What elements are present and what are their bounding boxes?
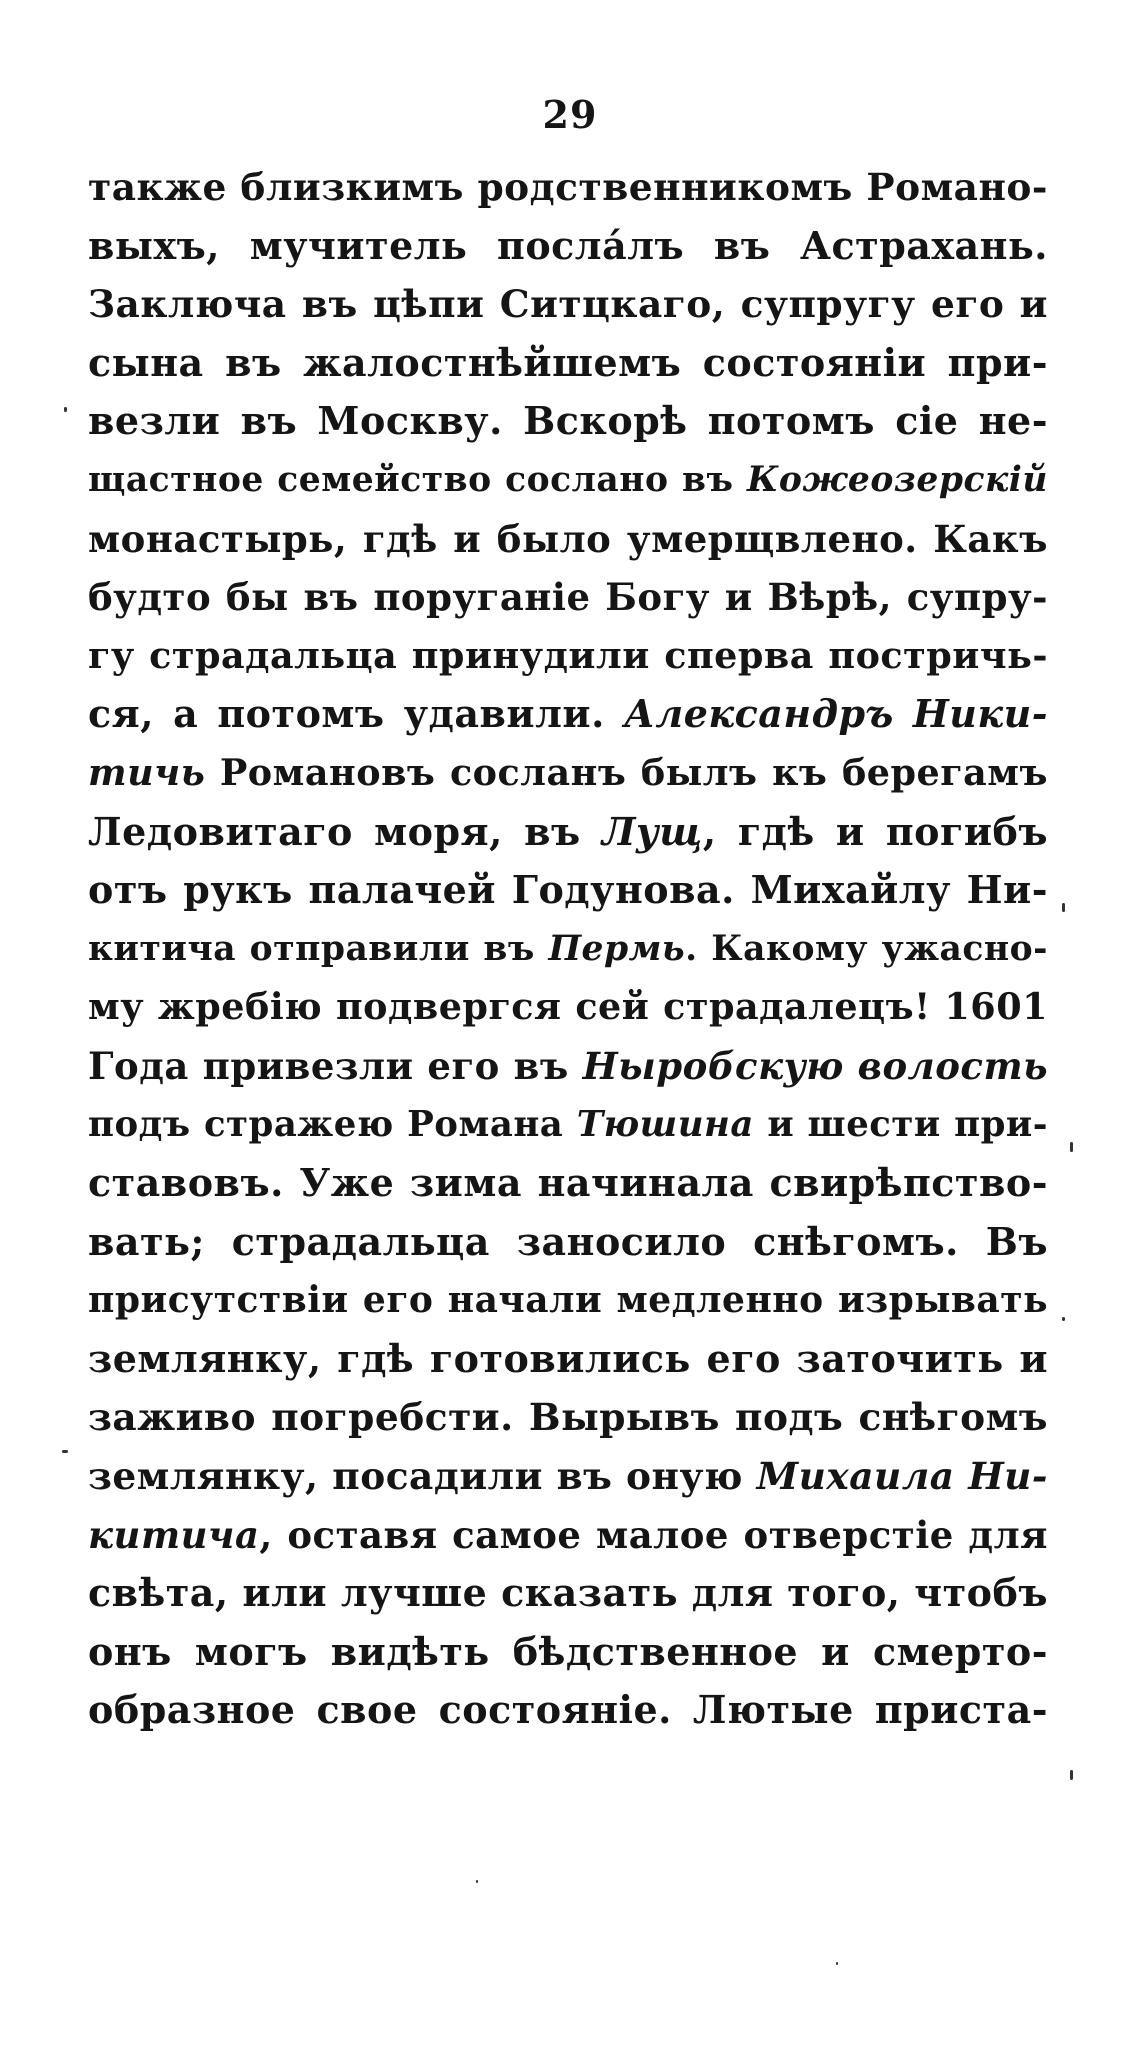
italic-text: тичь — [88, 750, 206, 794]
text-line — [88, 920, 1048, 979]
text-line — [88, 451, 1048, 510]
italic-text: Кожеозерскій — [746, 459, 1048, 500]
text-segment: и шести при- — [753, 1103, 1048, 1145]
italic-text: китича — [88, 1512, 260, 1557]
text-segment: везли въ Москву. Вскорѣ потомъ сіе не- — [88, 398, 1048, 444]
print-speck — [836, 1962, 838, 1965]
text-line — [88, 392, 1048, 451]
italic-text: Александръ Ники- — [623, 691, 1048, 737]
text-line — [88, 275, 1048, 334]
text-line — [88, 1154, 1048, 1213]
print-speck — [62, 1450, 68, 1453]
text-segment: Романовъ сосланъ былъ къ берегамъ — [205, 750, 1048, 794]
text-segment: выхъ, мучитель посла́лъ въ Астрахань. — [88, 222, 1048, 268]
text-line — [88, 627, 1048, 686]
text-segment: подъ стражею Романа — [88, 1103, 577, 1145]
print-speck — [476, 1880, 478, 1883]
text-line — [88, 1681, 1048, 1740]
text-segment: китича отправили въ — [88, 928, 549, 969]
text-line — [88, 1213, 1048, 1272]
text-segment: монастырь, гдѣ и было умерщвлено. Какъ — [88, 516, 1048, 561]
text-segment: присутствіи его начали медленно изрывать — [88, 1279, 1048, 1322]
text-line — [88, 158, 1048, 217]
text-line — [88, 685, 1048, 744]
text-segment: заживо погребсти. Вырывъ подъ снѣгомъ — [88, 1395, 1048, 1440]
text-segment: будто бы въ поруганіе Богу и Вѣрѣ, супру- — [88, 575, 1048, 620]
text-line — [88, 1623, 1048, 1682]
text-segment: Заключа въ цѣпи Ситцкаго, супругу его и — [88, 282, 1048, 327]
print-speck — [1070, 1142, 1073, 1152]
italic-text: Ныробскую волость — [582, 1043, 1048, 1088]
italic-text: Пермь — [548, 928, 686, 969]
text-segment: вать; страдальца заносило снѣгомъ. Въ — [88, 1218, 1048, 1264]
print-speck — [64, 407, 67, 412]
print-speck — [1062, 903, 1065, 912]
text-segment: онъ могъ видѣть бѣдственное и смерто- — [88, 1628, 1048, 1674]
text-segment: свѣта, или лучше сказать для того, чтобъ — [88, 1570, 1048, 1616]
text-segment: также близкимъ родственникомъ Романо- — [88, 165, 1048, 209]
text-line — [88, 978, 1048, 1037]
text-line — [88, 217, 1048, 276]
text-line — [88, 1037, 1048, 1096]
text-line — [88, 744, 1048, 803]
text-segment: ся, а потомъ удавили. — [88, 691, 624, 737]
print-speck — [1062, 1317, 1065, 1321]
italic-text: Михаила Ни- — [756, 1454, 1048, 1499]
body-text — [88, 158, 1048, 1740]
text-line — [88, 568, 1048, 627]
text-line — [88, 510, 1048, 569]
print-speck — [1070, 1770, 1073, 1780]
text-segment: землянку, посадили въ оную — [88, 1454, 757, 1499]
text-segment: щастное семейство сослано въ — [88, 459, 747, 500]
italic-text: Тюшина — [576, 1103, 754, 1145]
text-line — [88, 1271, 1048, 1330]
text-segment: . Какому ужасно- — [685, 928, 1048, 969]
text-segment: Ледовитаго моря, въ — [88, 808, 602, 854]
text-line — [88, 861, 1048, 920]
text-segment: образное свое состояніе. Лютые приста- — [88, 1687, 1048, 1733]
text-segment: , оставя самое малое отверстіе для — [259, 1512, 1048, 1557]
text-line — [88, 1096, 1048, 1155]
text-line — [88, 803, 1048, 862]
text-line — [88, 334, 1048, 393]
text-segment: сына въ жалостнѣйшемъ состояніи при- — [88, 339, 1048, 385]
text-segment: гу страдальца принудили сперва постричь- — [88, 633, 1048, 677]
text-segment: , гдѣ и погибъ — [702, 808, 1048, 854]
text-line — [88, 1506, 1048, 1565]
text-segment: Года привезли его въ — [88, 1043, 583, 1088]
text-segment: ставовъ. Уже зима начинала свирѣпство- — [88, 1160, 1048, 1206]
text-segment: отъ рукъ палачей Годунова. Михайлу Ни- — [88, 867, 1048, 913]
text-line — [88, 1447, 1048, 1506]
text-line — [88, 1564, 1048, 1623]
italic-text: Лущ — [601, 808, 703, 854]
text-segment: му жребію подвергся сей страдалецъ! 1601 — [88, 985, 1048, 1029]
text-line — [88, 1388, 1048, 1447]
page-number: 29 — [542, 92, 598, 137]
text-line — [88, 1330, 1048, 1389]
text-segment: землянку, гдѣ готовились его заточить и — [88, 1335, 1048, 1381]
